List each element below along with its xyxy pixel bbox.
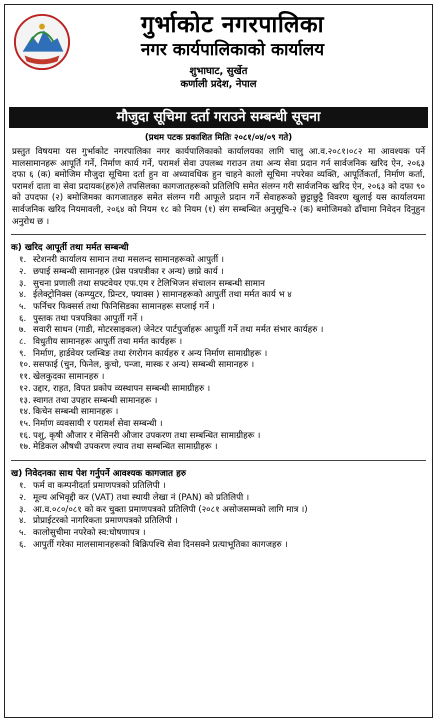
item-text: मूल्य अभिवृद्दी कर (VAT) तथा स्थायी लेखा नं (PAN) को प्रतिलिपी । [33,492,250,503]
item-number: १. [19,255,27,266]
list-item [19,314,426,326]
item-number: ७. [19,325,27,336]
list-item [19,267,426,279]
item-text: सुचना प्रणाली तथा सफ्टवेयर एफ.एम र टेलिभिजन संचालन सम्बन्धी सामान [33,278,265,289]
list-item [19,505,426,517]
item-text: कालोसुचीमा नपरेको स्व:घोषणापत्र । [33,527,146,538]
office-name: नगर कार्यपालिकाको कार्यालय [140,40,325,60]
place-name: शुभाघाट, सुर्खेत [189,66,248,77]
item-number: १२. [19,383,31,394]
nepal-emblem-icon [13,13,71,71]
divider [11,234,426,235]
header [11,11,426,107]
item-number: ८. [19,337,27,348]
list-item [19,337,426,349]
item-text: ईलेक्ट्रोनिक्स (कम्प्युटर, प्रिन्टर, फ्याक्स ) सामानहरूको आपुर्ती तथा मर्मत कार्य भ ४ [33,290,292,301]
list-item [19,396,426,408]
item-text: सवारी साधन (गाडी, मोटरसाइकल) जेनेटर पार्टपुर्जाहरू आपुर्ती गर्ने तथा मर्मत संभार कार्यहरु । [33,325,324,336]
item-number: ३. [19,504,27,515]
list-item [19,302,426,314]
list-item [19,493,426,505]
list-item [19,255,426,267]
item-number: ३. [19,278,27,289]
province-name: कर्णाली प्रदेश, नेपाल [180,79,257,90]
item-text: फर्निचर फिक्सर्स तथा फिनिसिडका सामानहरू सप्लाई गर्ने । [33,301,215,312]
item-number: ११. [19,372,31,383]
item-text: आपुर्ती गरेका मालसामानहरूको बिक्रिपश्चि सेवा दिनसक्ने प्रत्याभूतिका कागजहरु । [33,539,288,550]
list-item [19,442,426,454]
item-text: फर्म वा कम्पनीदर्ता प्रमाणपत्रको प्रतिलिपी । [33,481,166,492]
municipality-name: गुर्भाकोट नगरपालिका [140,12,325,38]
list-item [19,431,426,443]
item-number: १३. [19,395,31,406]
list-item [19,407,426,419]
item-number: १५. [19,419,31,429]
list-item [19,349,426,361]
item-text: निर्माण, हार्डवेयर प्लम्बिङ तथा रंगरोगन कार्यहरु र अन्य निर्माण सामाग्रीहरू । [33,348,268,359]
item-text: आ.व.०८०/०८१ को कर चुक्ता प्रमाणपत्रको प्रतिलिपी (२०८१ असोजसम्मको लागि मात्र ।) [33,504,308,515]
item-number: ६. [19,313,27,324]
item-number: १४. [19,407,31,418]
item-number: १६. [19,430,31,441]
item-text: पशु, कृषी औजार र मेसिनरी औजार उपकरण तथा सम्बन्धित सामाग्रीहरू । [33,430,261,441]
item-text: स्टेशनरी कार्यालय सामान तथा मसलन्द सामानहरूको आपुर्ती । [33,255,225,266]
list-item [19,516,426,528]
item-number: १. [19,481,27,492]
list-item [19,290,426,302]
divider [11,460,426,461]
item-number: ९. [19,348,27,359]
item-number: १०. [19,360,31,371]
list-item [19,325,426,337]
section-a-heading: क) खरिद आपूर्ती तथा मर्मत सम्बन्धी [11,243,129,254]
item-number: ६. [19,539,27,550]
intro-paragraph: प्रस्तुत विषयमा यस गुर्भाकोट नगरपालिका नगर कार्यपालिकाको कार्यालयका लागि चालु आ.व.२०८१।०८२ मा आवश्यक पर्ने मालसामानहरू आपूर्ति गर्ने, निर्माण कार्य गर्ने, परामर्श सेवा उपलब्ध गराउन तथा अन्य सेवा प्रदान गर्न सार्वजनिक खरिद ऐन, २०६३ दफा ६ (क) बमोजिम मौजुदा सूचिमा दर्ता हुन वा अध्यावधिक हुन चाहने कालो सूचिमा नपरेका व्यक्ति, आपूर्तिकर्ता, निर्माण कर्ता, परामर्श दाता वा सेवा प्रदायक(हरु)ले तपसिलका कागजातहरूको प्रतिलिपि समेत संलग्न गरी सार्वजनिक खरिद ऐन, २०६३ को दफा ९० को उपदफा (२) बमोजिमका कागजातहरु समेत संलग्न गरी आफूले प्रदान गर्ने सेवाहरूको छुट्टाछुट्टै विवरण खुलाई यस कार्यालयमा सार्वजनिक खरिद नियमावली, २०६४ को नियम १८ को नियम (१) संग सम्बन्धित अनुसूचि-२ (क) बमोजिमको ढाँचामा निवेदन दिनुहुन अनुरोध छ । [12,147,425,227]
list-item [19,279,426,291]
item-text: स्वागत तथा उपहार सम्बन्धी सामानहरू । [33,395,158,406]
item-text: उद्दार, राहत, विपत प्रकोप व्यस्थापन सम्बन्धी सामाग्रीहरु । [33,383,211,394]
notice-title: मौजुदा सूचिमा दर्ता गराउने सम्बन्धी सूचना [9,107,428,128]
item-text: विधुतीय सामानहरू आपुर्ती तथा मर्मत कार्यहरू । [33,337,183,348]
section-a-list [11,255,426,454]
item-number: ४. [19,290,27,301]
item-number: ४. [19,516,27,527]
item-text: प्रोप्राईटरको नागरिकता प्रमाणपत्रको प्रतिलिपी । [33,516,178,527]
item-number: ५. [19,301,27,312]
notice-page [4,4,433,718]
item-text: खेलकुदका सामानहरु । [33,372,105,383]
item-text: निर्माण व्यवसायी र परामर्श सेवा सम्बन्धी । [33,419,163,429]
list-item [19,372,426,384]
item-number: ५. [19,527,27,538]
item-text: किचेन सम्बन्धी सामानहरू । [33,407,119,418]
section-b-list [11,481,426,551]
item-text: मेडिकल औषधी उपकरण ल्याव तथा सम्बन्धित सामाग्रीहरू । [33,442,218,453]
item-text: ससफाई (चुन, फिनेल, कुचो, पन्जा, मास्क र अन्य) सम्बन्धी सामानहरु । [33,360,255,371]
list-item [19,540,426,552]
list-item [19,419,426,431]
item-text: छपाई सम्बन्धी सामानहरु (प्रेस पत्रपत्रीका र अन्य) छाप्ने कार्य । [33,266,224,277]
list-item [19,481,426,493]
list-item [19,384,426,396]
item-number: १७. [19,442,31,453]
section-b-heading: ख) निवेदनका साथ पेश गर्नुपर्ने आवश्यक कागजात हरु [11,469,187,480]
publication-date: (प्रथम पटक प्रकाशित मितिः २०८१/०४/०९ गते) [144,133,293,143]
item-number: २. [19,492,27,503]
item-text: पुस्तक तथा पत्रपत्रिका आपुर्ती गर्ने । [33,313,143,324]
item-number: २. [19,266,27,277]
list-item [19,528,426,540]
list-item [19,360,426,372]
